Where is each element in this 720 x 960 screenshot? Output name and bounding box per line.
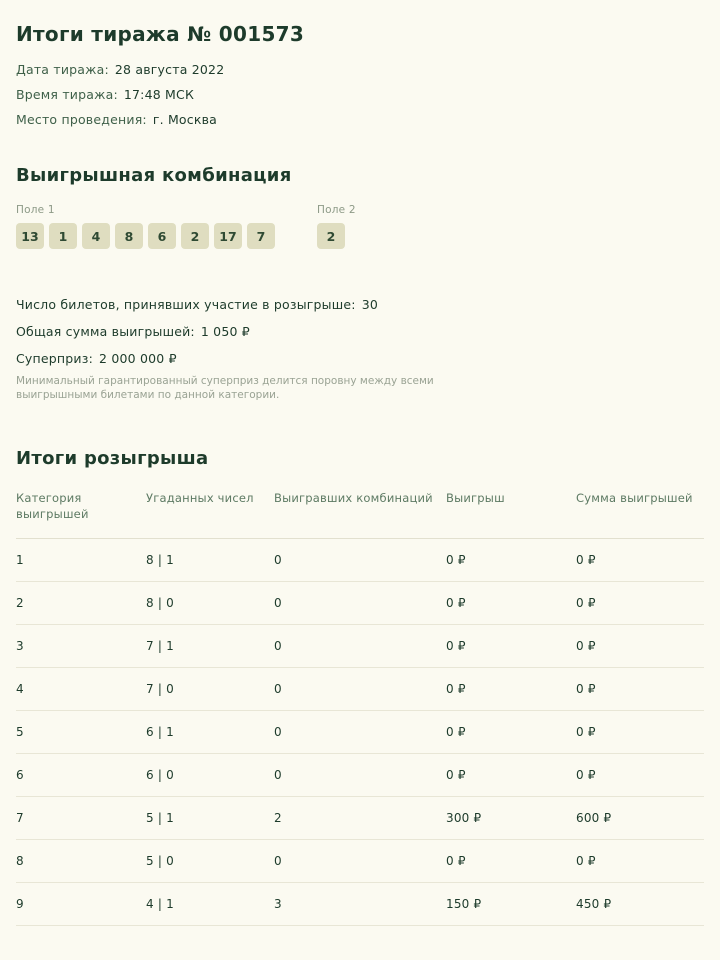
cell-guessed: 6 | 0 — [146, 754, 274, 797]
cell-combos: 0 — [274, 582, 446, 625]
cell-sum: 0 ₽ — [576, 840, 704, 883]
cell-sum: 0 ₽ — [576, 754, 704, 797]
page-title: Итоги тиража № 001573 — [16, 22, 305, 46]
cell-combos: 2 — [274, 797, 446, 840]
number-ball: 13 — [16, 223, 44, 249]
cell-prize: 0 ₽ — [446, 754, 576, 797]
cell-prize: 150 ₽ — [446, 883, 576, 926]
table-row — [16, 883, 704, 926]
table-row — [16, 840, 704, 883]
table-row — [16, 754, 704, 797]
cell-prize: 0 ₽ — [446, 582, 576, 625]
column-header-prize: Выигрыш — [446, 491, 505, 506]
winning-combination — [16, 204, 704, 249]
cell-sum: 0 ₽ — [576, 668, 704, 711]
results-table — [16, 491, 704, 926]
field-2-block — [317, 204, 356, 249]
summary-block — [16, 297, 704, 402]
summary-tickets-value: 30 — [361, 297, 379, 312]
number-ball: 2 — [317, 223, 345, 249]
summary-superprize-label: Суперприз: — [16, 351, 94, 366]
summary-superprize — [16, 351, 704, 366]
cell-category: 4 — [16, 668, 146, 711]
cell-guessed: 6 | 1 — [146, 711, 274, 754]
cell-category: 5 — [16, 711, 146, 754]
cell-combos: 0 — [274, 840, 446, 883]
number-ball: 1 — [49, 223, 77, 249]
results-title: Итоги розыгрыша — [16, 448, 209, 470]
cell-guessed: 7 | 0 — [146, 668, 274, 711]
summary-total-prize-value: 1 050 ₽ — [200, 324, 250, 339]
cell-guessed: 5 | 0 — [146, 840, 274, 883]
column-header-guessed: Угаданных чисел — [146, 491, 254, 506]
summary-total-prize — [16, 324, 704, 339]
cell-category: 6 — [16, 754, 146, 797]
summary-tickets — [16, 297, 704, 312]
table-row — [16, 797, 704, 840]
meta-draw-date-label: Дата тиража: — [16, 62, 109, 77]
table-row — [16, 539, 704, 582]
cell-combos: 0 — [274, 539, 446, 582]
cell-combos: 3 — [274, 883, 446, 926]
cell-sum: 0 ₽ — [576, 582, 704, 625]
table-header-row — [16, 491, 704, 539]
column-header-sum: Сумма выигрышей — [576, 491, 693, 506]
cell-category: 7 — [16, 797, 146, 840]
cell-combos: 0 — [274, 625, 446, 668]
field-1-numbers — [16, 223, 275, 249]
number-ball: 7 — [247, 223, 275, 249]
meta-draw-date — [16, 62, 704, 77]
cell-guessed: 5 | 1 — [146, 797, 274, 840]
cell-category: 2 — [16, 582, 146, 625]
cell-prize: 300 ₽ — [446, 797, 576, 840]
winning-combination-title: Выигрышная комбинация — [16, 165, 292, 186]
cell-category: 3 — [16, 625, 146, 668]
cell-sum: 0 ₽ — [576, 539, 704, 582]
cell-sum: 0 ₽ — [576, 625, 704, 668]
meta-draw-time — [16, 87, 704, 102]
number-ball: 17 — [214, 223, 242, 249]
summary-tickets-label: Число билетов, принявших участие в розыгрыше: — [16, 297, 356, 312]
meta-draw-place-label: Место проведения: — [16, 112, 147, 127]
number-ball: 6 — [148, 223, 176, 249]
meta-draw-place-value: г. Москва — [152, 112, 218, 127]
table-row — [16, 582, 704, 625]
superprize-note: Минимальный гарантированный суперприз делится поровну между всеми выигрышными билетами по данной категории. — [16, 375, 434, 402]
cell-category: 8 — [16, 840, 146, 883]
field-1-block — [16, 204, 275, 249]
cell-combos: 0 — [274, 668, 446, 711]
summary-total-prize-label: Общая сумма выигрышей: — [16, 324, 195, 339]
table-row — [16, 668, 704, 711]
cell-prize: 0 ₽ — [446, 840, 576, 883]
cell-prize: 0 ₽ — [446, 711, 576, 754]
field-1-label: Поле 1 — [16, 204, 55, 216]
cell-prize: 0 ₽ — [446, 539, 576, 582]
cell-sum: 0 ₽ — [576, 711, 704, 754]
cell-category: 1 — [16, 539, 146, 582]
number-ball: 2 — [181, 223, 209, 249]
field-2-label: Поле 2 — [317, 204, 356, 216]
table-row — [16, 625, 704, 668]
cell-sum: 600 ₽ — [576, 797, 704, 840]
field-2-numbers — [317, 223, 356, 249]
cell-guessed: 8 | 0 — [146, 582, 274, 625]
number-ball: 8 — [115, 223, 143, 249]
meta-draw-time-label: Время тиража: — [16, 87, 118, 102]
cell-category: 9 — [16, 883, 146, 926]
cell-guessed: 8 | 1 — [146, 539, 274, 582]
summary-superprize-value: 2 000 000 ₽ — [99, 351, 177, 366]
column-header-combos: Выигравших комбинаций — [274, 491, 433, 506]
table-row — [16, 711, 704, 754]
meta-draw-place — [16, 112, 704, 127]
cell-guessed: 4 | 1 — [146, 883, 274, 926]
meta-draw-date-value: 28 августа 2022 — [114, 62, 225, 77]
cell-prize: 0 ₽ — [446, 668, 576, 711]
number-ball: 4 — [82, 223, 110, 249]
cell-combos: 0 — [274, 711, 446, 754]
meta-draw-time-value: 17:48 МСК — [123, 87, 195, 102]
cell-guessed: 7 | 1 — [146, 625, 274, 668]
column-header-category: Категория выигрышей — [16, 491, 89, 521]
cell-sum: 450 ₽ — [576, 883, 704, 926]
cell-combos: 0 — [274, 754, 446, 797]
cell-prize: 0 ₽ — [446, 625, 576, 668]
